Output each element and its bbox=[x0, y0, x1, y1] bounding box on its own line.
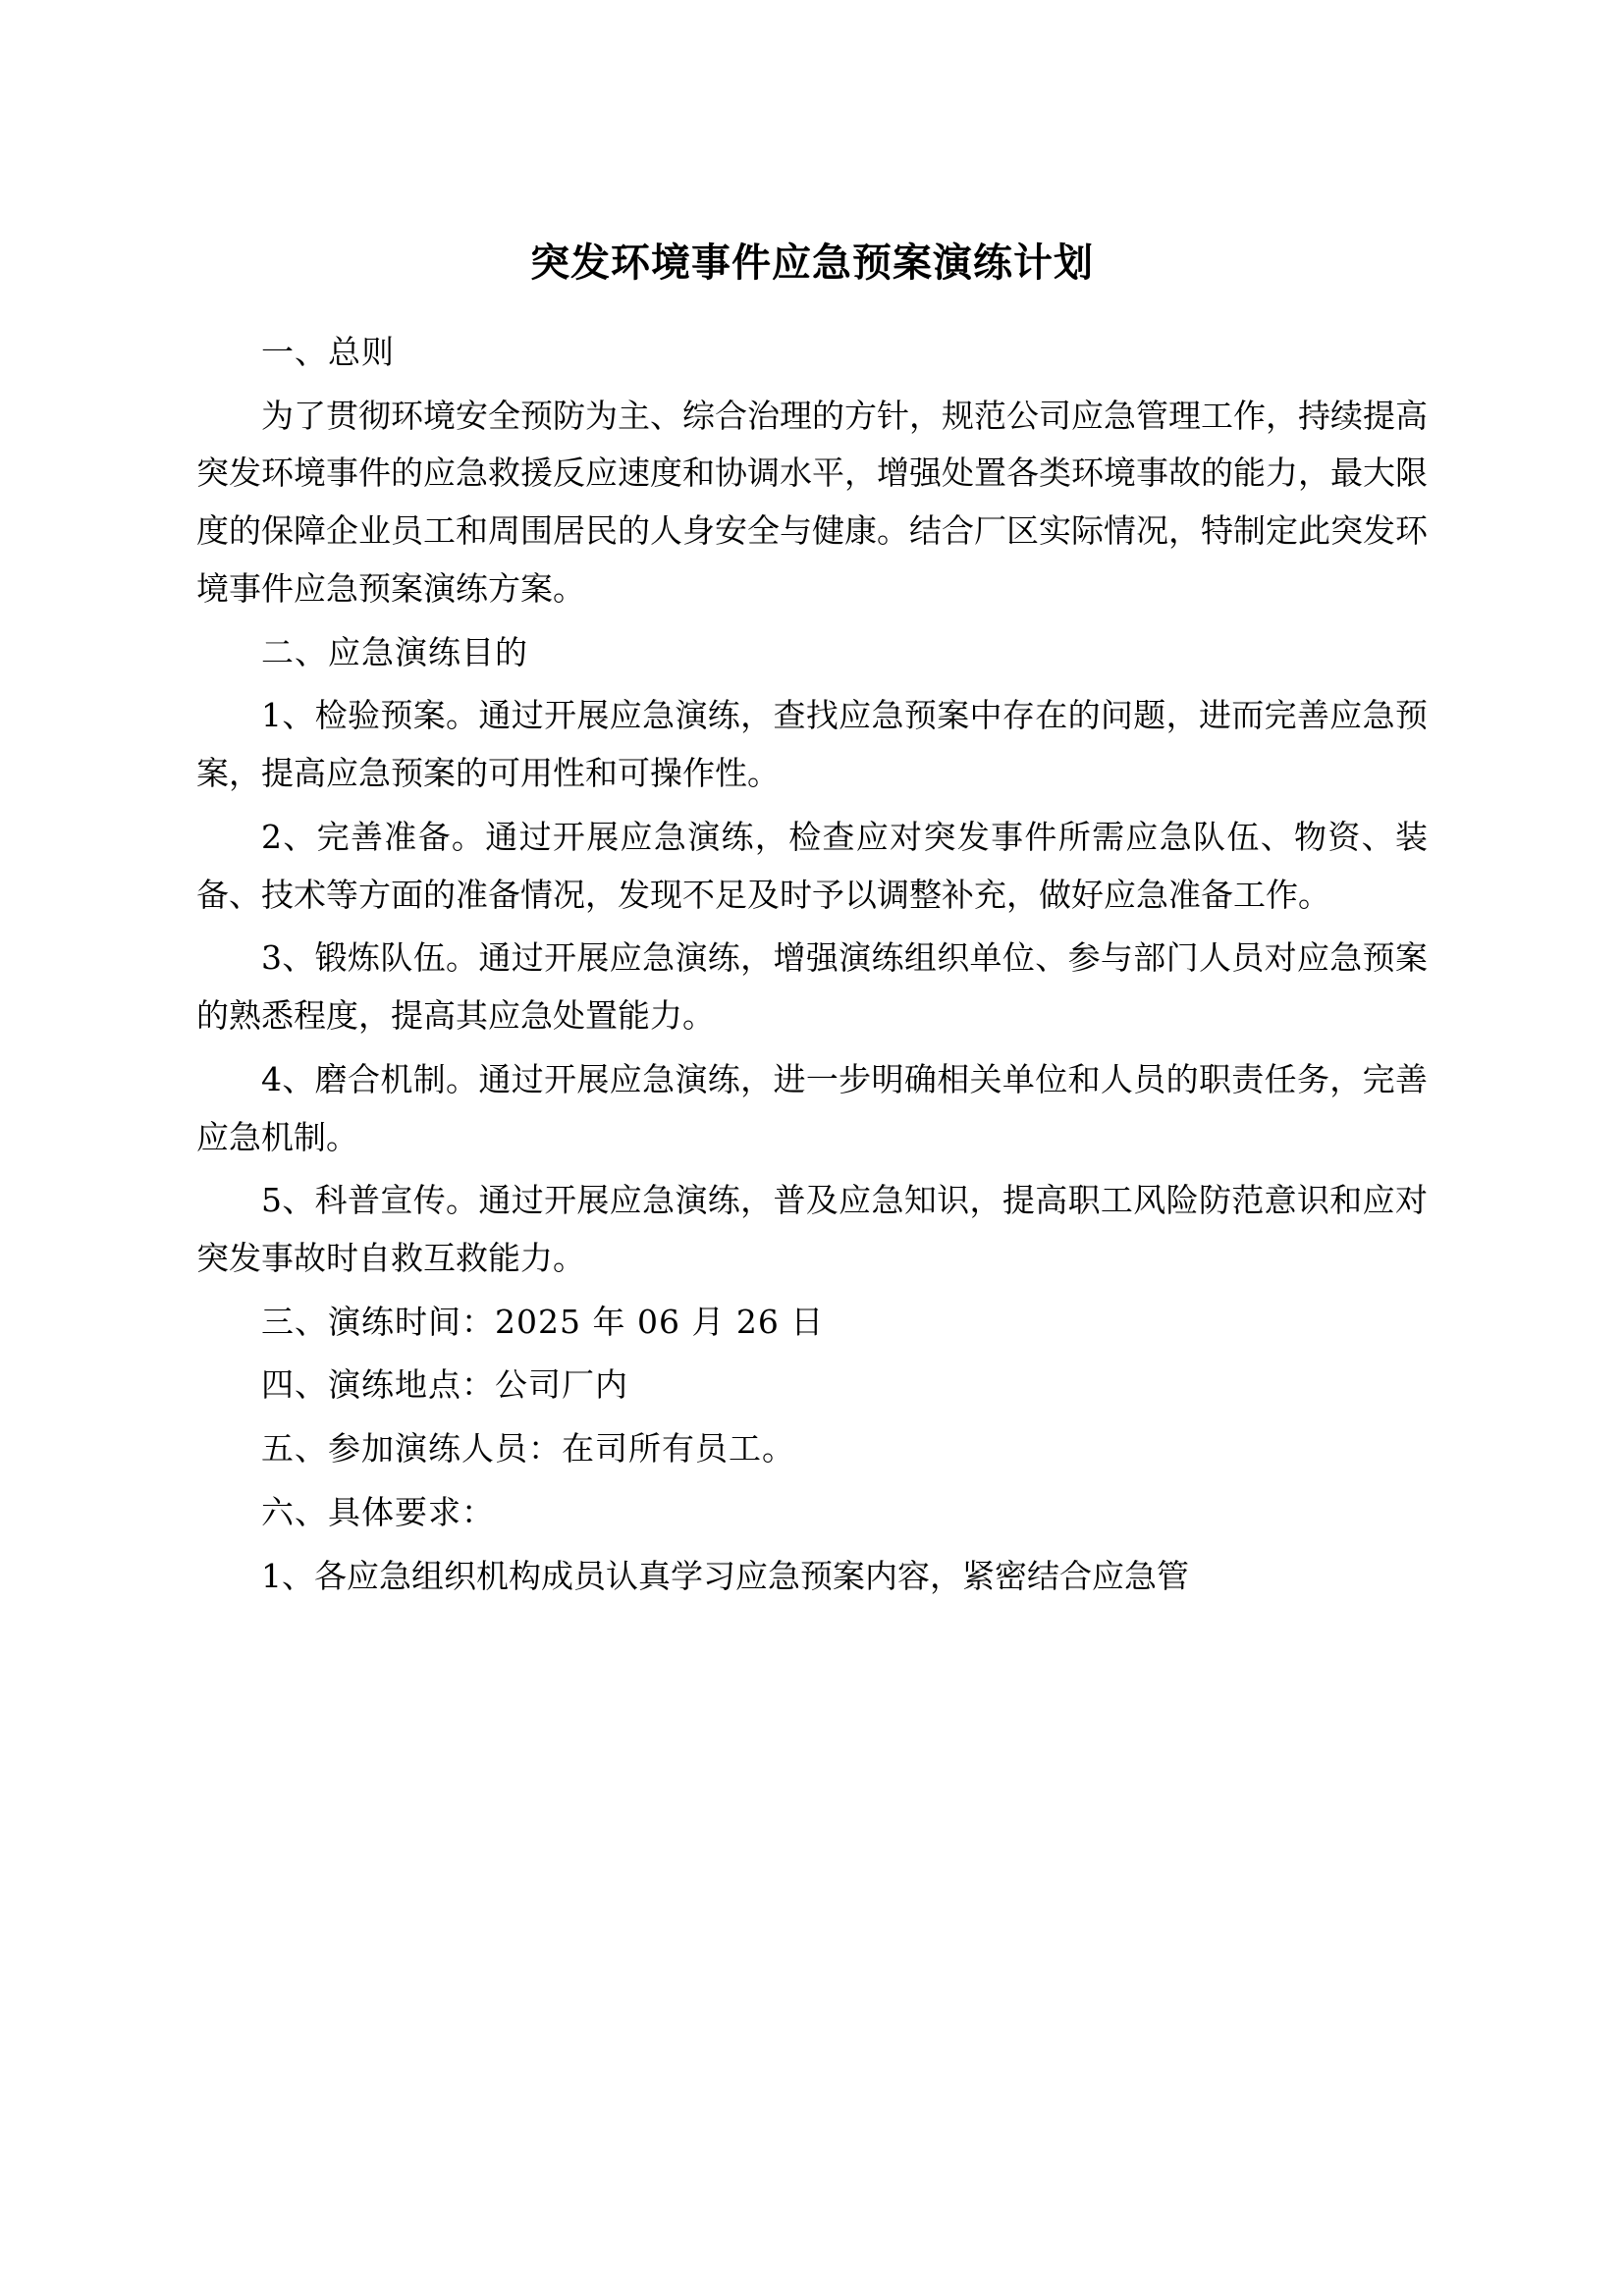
page-title: 突发环境事件应急预案演练计划 bbox=[530, 240, 1094, 286]
paragraph-requirements-item-1: 1、各应急组织机构成员认真学习应急预案内容，紧密结合应急管 bbox=[261, 1556, 1189, 1595]
section-heading-drill-location: 四、演练地点：公司厂内 bbox=[261, 1365, 628, 1405]
paragraph-purpose-item-2: 2、完善准备。通过开展应急演练，检查应对突发事件所需应急队伍、物资、装备、技术等方面的准备情况，发现不足及时予以调整补充，做好应急准备工作。 bbox=[196, 817, 1428, 914]
paragraph-purpose-item-3: 3、锻炼队伍。通过开展应急演练，增强演练组织单位、参与部门人员对应急预案的熟悉程度，提高其应急处置能力。 bbox=[196, 938, 1428, 1036]
paragraph-purpose-item-4: 4、磨合机制。通过开展应急演练，进一步明确相关单位和人员的职责任务，完善应急机制。 bbox=[196, 1059, 1428, 1156]
paragraph-purpose-item-1: 1、检验预案。通过开展应急演练，查找应急预案中存在的问题，进而完善应急预案，提高应急预案的可用性和可操作性。 bbox=[196, 696, 1428, 793]
section-heading-drill-purpose: 二、应急演练目的 bbox=[261, 632, 528, 671]
section-heading-participants: 五、参加演练人员：在司所有员工。 bbox=[261, 1429, 795, 1468]
section-heading-specific-requirements: 六、具体要求： bbox=[261, 1492, 495, 1531]
section-heading-drill-time: 三、演练时间：2025 年 06 月 26 日 bbox=[261, 1302, 825, 1341]
paragraph-purpose-item-5: 5、科普宣传。通过开展应急演练，普及应急知识，提高职工风险防范意识和应对突发事故时自救互救能力。 bbox=[196, 1181, 1428, 1278]
document-body bbox=[196, 324, 1428, 1605]
section-heading-general-principles: 一、总则 bbox=[261, 333, 395, 371]
paragraph-general-principles-body: 为了贯彻环境安全预防为主、综合治理的方针，规范公司应急管理工作，持续提高突发环境事件的应急救援反应速度和协调水平，增强处置各类环境事故的能力，最大限度的保障企业员工和周围居民的人身安全与健康。结合厂区实际情况，特制定此突发环境事件应急预案演练方案。 bbox=[196, 396, 1428, 608]
